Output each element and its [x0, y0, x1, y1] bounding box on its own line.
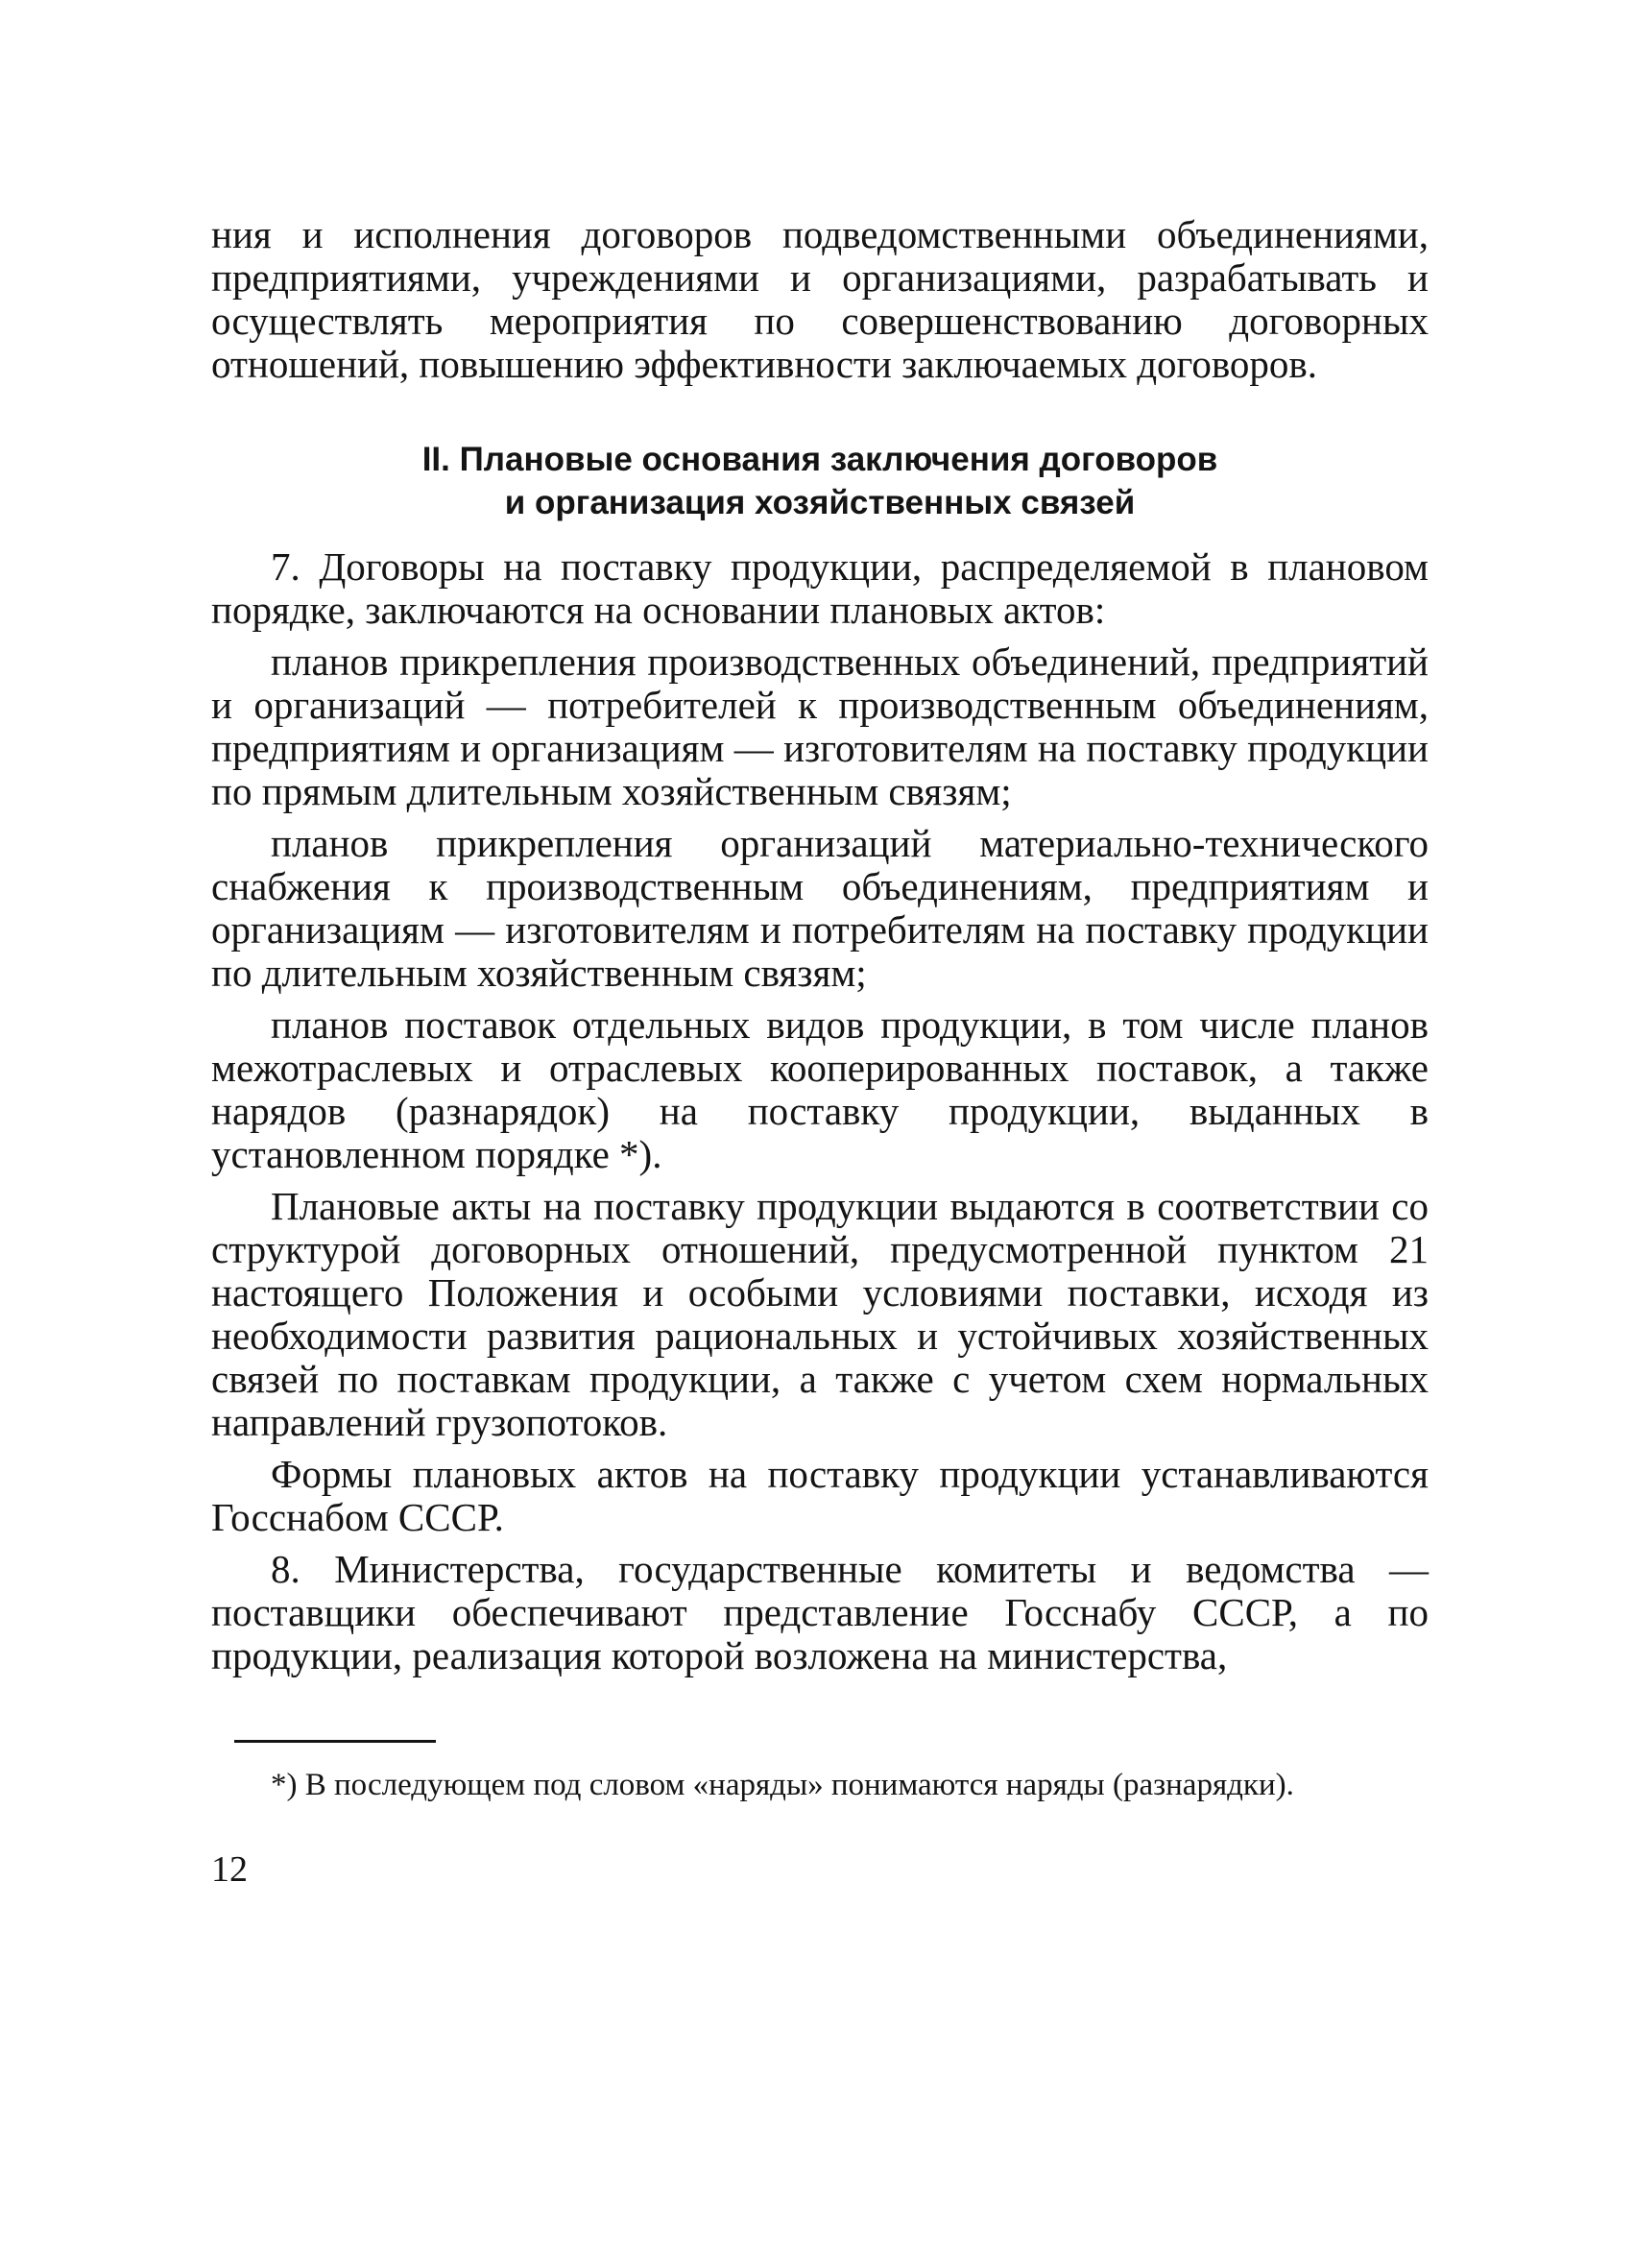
- section-heading-line-2: и организация хозяйственных связей: [504, 484, 1136, 521]
- section-heading-line-1: II. Плановые основания заключения договоров: [421, 441, 1218, 478]
- continuation-paragraph: ния и исполнения договоров подведомственными объединениями, предприятиями, учреждениями и организациями, разрабатывать и осуществлять мероприятия по совершенствованию договорных отношений, повышению эффективности заключаемых договоров.: [211, 212, 1429, 386]
- paragraph-plan-acts-forms: Формы плановых актов на поставку продукции устанавливаются Госснабом СССР.: [211, 1452, 1429, 1539]
- paragraph-attachment-plans-supply: планов прикрепления организаций материально-технического снабжения к производственным объединениям, предприятиям и организациям — изготовителям и потребителям на поставку продукции по длительным хозяйственным связям;: [211, 821, 1429, 995]
- paragraph-7: 7. Договоры на поставку продукции, распределяемой в плановом порядке, заключаются на основании плановых актов:: [211, 544, 1429, 632]
- paragraph-attachment-plans-producers: планов прикрепления производственных объединений, предприятий и организаций — потребителей к производственным объединениям, предприятиям и организациям — изготовителям на поставку продукции по прямым длительным хозяйственным связям;: [211, 639, 1429, 813]
- paragraph-delivery-plans: планов поставок отдельных видов продукции, в том числе планов межотраслевых и отраслевых кооперированных поставок, а также нарядов (разнарядок) на поставку продукции, выданных в установленном порядке *).: [211, 1002, 1429, 1176]
- page-number: 12: [211, 1849, 248, 1890]
- footnote: *) В последующем под словом «наряды» понимаются наряды (разнарядки).: [271, 1768, 1294, 1802]
- section-heading: [211, 438, 1429, 524]
- document-page: [211, 213, 1429, 1889]
- paragraph-8: 8. Министерства, государственные комитеты и ведомства — поставщики обеспечивают представление Госснабу СССР, а по продукции, реализация которой возложена на министерства,: [211, 1547, 1429, 1677]
- footnote-divider: [234, 1740, 436, 1743]
- paragraph-plan-acts-issuance: Плановые акты на поставку продукции выдаются в соответствии со структурой договорных отношений, предусмотренной пунктом 21 настоящего Положения и особыми условиями поставки, исходя из необходимости развития рациональных и устойчивых хозяйственных связей по поставкам продукции, а также с учетом схем нормальных направлений грузопотоков.: [211, 1184, 1429, 1444]
